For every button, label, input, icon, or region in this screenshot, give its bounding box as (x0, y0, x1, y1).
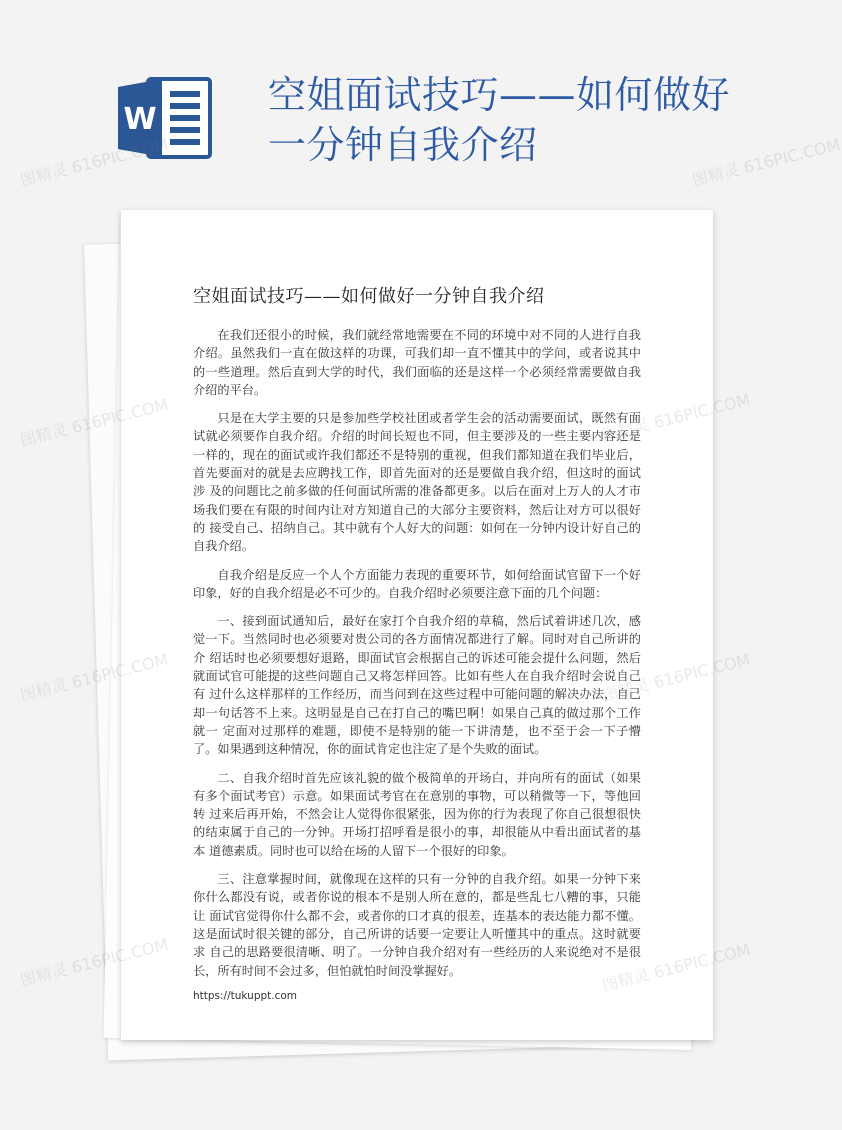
source-url: https://tukuppt.com (193, 990, 298, 1002)
document-page (121, 210, 713, 1040)
paragraph: 二、自我介绍时首先应该礼貌的做个极简单的开场白，并向所有的面试（如果有多个面试考官）示意。如果面试考官在在意别的事物，可以稍微等一下，等他回转 过来后再开始，不然会让人觉得你很紧张，因为你的行为表现了你自己很想很快的结束属于自己的一分钟。开场打招呼看是很小的事，却很能从中看出面试者的基本 道德素质。同时也可以给在场的人留下一个很好的印象。 (193, 770, 641, 858)
paragraph: 一、接到面试通知后，最好在家打个自我介绍的草稿，然后试着讲述几次，感觉一下。当然同时也必须要对贵公司的各方面情况都进行了解。同时对自己所讲的介 绍话时也必须要想好退路，即面试官会根据自己的诉述可能会提什么问题，然后就面试官可能提的这些问题自己又将怎样回答。比如有些人在自我介绍时会说自己有 过什么这样那样的工作经历，而当问到在这些过程中可能问题的解决办法，自己却一句话答不上来。这明显是自己在打自己的嘴巴啊！如果自己真的做过那个工作就一 定面对过那样的难题，即使不是特别的能一下讲清楚，也不至于会一下子懵了。如果遇到这种情况，你的面试肯定也注定了是个失败的面试。 (193, 614, 641, 757)
watermark: 图精灵 616PIC.COM (18, 934, 171, 991)
watermark: 图精灵 616PIC.COM (18, 649, 171, 706)
watermark: 图精灵 616PIC.COM (690, 134, 842, 191)
page-title: 空姐面试技巧——如何做好一分钟自我介绍 (268, 73, 731, 167)
document-title: 空姐面试技巧——如何做好一分钟自我介绍 (193, 286, 545, 307)
svg-text:W: W (123, 102, 157, 137)
paragraph: 只是在大学主要的只是参加些学校社团或者学生会的活动需要面试，既然有面试就必须要作自我介绍。介绍的时间长短也不同，但主要涉及的一些主要内容还是一样的，现在的面试或许我们都还不是特别的重视，但我们都知道在我们毕业后，首先要面对的就是去应聘找工作，即首先面对的还是要做自我介绍，但这时的面试涉 及的问题比之前多做的任何面试所需的准备都更多。以后在面对上万人的人才市场我们要在有限的时间内让对方知道自己的大部分主要资料，然后让对方可以很好的 接受自己、招纳自己。其中就有个人好大的问题：如何在一分钟内设计好自己的自我介绍。 (193, 411, 641, 554)
word-document-icon (118, 73, 214, 163)
watermark: 图精灵 616PIC.COM (18, 134, 171, 191)
paragraph: 三、注意掌握时间，就像现在这样的只有一分钟的自我介绍。如果一分钟下来你什么都没有说，或者你说的根本不是别人所在意的，都是些乱七八糟的事，只能让 面试官觉得你什么都不会，或者你的口才真的很差，连基本的表达能力都不懂。这是面试时很关键的部分，自己所讲的话要一定要让人听懂其中的重点。这时就要求 自己的思路要很清晰、明了。一分钟自我介绍对有一些经历的人来说绝对不是很长，所有时间不会过多，但怕就怕时间没掌握好。 (193, 872, 641, 978)
paragraph: 在我们还很小的时候，我们就经常地需要在不同的环境中对不同的人进行自我介绍。虽然我们一直在做这样的功课，可我们却一直不懂其中的学问，或者说其中的一些道理。然后直到大学的时代，我们面临的还是这样一个必须经常需要做自我介绍的平台。 (193, 328, 641, 397)
paragraph: 自我介绍是反应一个人个方面能力表现的重要环节，如何给面试官留下一个好印象，好的自我介绍是必不可少的。自我介绍时必须要注意下面的几个问题： (193, 567, 641, 600)
watermark: 图精灵 (18, 420, 70, 451)
document-body (193, 326, 641, 990)
